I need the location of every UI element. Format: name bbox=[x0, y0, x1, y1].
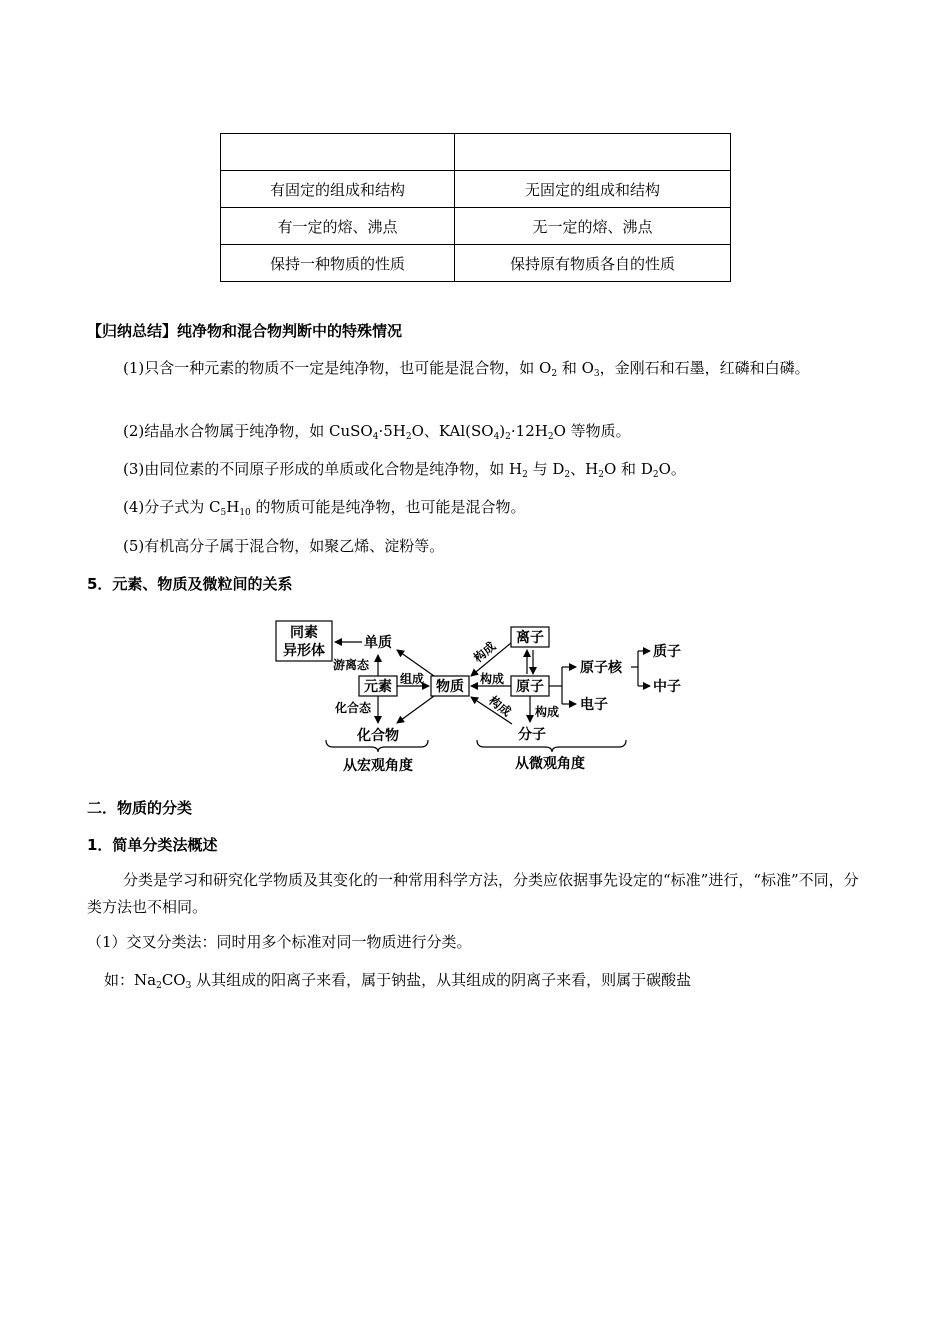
combined-state-label: 化合态 bbox=[335, 701, 372, 715]
elemental-label: 单质 bbox=[364, 635, 392, 651]
micro-brace bbox=[477, 740, 626, 752]
free-state-label: 游离态 bbox=[333, 658, 370, 672]
table-cell: 保持一种物质的性质 bbox=[221, 245, 455, 282]
table-cell: 无一定的熔、沸点 bbox=[455, 208, 731, 245]
proton-label: 质子 bbox=[653, 644, 681, 660]
allotrope-label-2: 异形体 bbox=[283, 643, 325, 659]
cross-classification-text: （1）交叉分类法：同时用多个标准对同一物质进行分类。 bbox=[87, 933, 472, 951]
compound-label: 化合物 bbox=[357, 728, 399, 744]
atom-label: 原子 bbox=[516, 679, 544, 695]
summary-item-3: (3)由同位素的不同原子形成的单质或化合物是纯净物，如 $H_2$ 与 $D_2$、$H_2O$ 和 $D_2O$。 bbox=[123, 460, 686, 480]
allotrope-label-1: 同素 bbox=[290, 625, 318, 641]
summary-item-1: (1)只含一种元素的物质不一定是纯净物，也可能是混合物，如 $O_2$ 和 $O_3$，金刚石和石墨，红磷和白磷。 bbox=[123, 359, 810, 379]
molecule-label: 分子 bbox=[518, 727, 546, 743]
summary-heading: 【归纳总结】纯净物和混合物判断中的特殊情况 bbox=[87, 322, 403, 340]
summary-item-2: (2)结晶水合物属于纯净物，如 $CuSO_4\cdot 5H_2O$、$KAl(SO_4)_2\cdot 12H_2O$ 等物质。 bbox=[123, 422, 631, 442]
element-label: 元素 bbox=[364, 679, 392, 695]
part-heading: 二．物质的分类 bbox=[87, 799, 193, 817]
substance-label: 物质 bbox=[436, 679, 464, 695]
ion-label: 离子 bbox=[516, 630, 544, 646]
summary-item-5: (5)有机高分子属于混合物，如聚乙烯、淀粉等。 bbox=[123, 537, 445, 555]
construct-atom-molecule-label: 构成 bbox=[535, 705, 560, 719]
table-cell: 有固定的组成和结构 bbox=[221, 171, 455, 208]
neutron-label: 中子 bbox=[653, 679, 681, 695]
compose-label: 组成 bbox=[400, 672, 425, 686]
summary-item-4: (4)分子式为 $C_5H_{10}$ 的物质可能是纯净物，也可能是混合物。 bbox=[123, 498, 526, 518]
construct-ion-label: 构成 bbox=[470, 639, 499, 666]
nucleus-label: 原子核 bbox=[580, 660, 622, 676]
table-cell: 保持原有物质各自的性质 bbox=[455, 245, 731, 282]
example-text: 如：$Na_2CO_3$ 从其组成的阳离子来看，属于钠盐，从其组成的阴离子来看，则属于碳酸盐 bbox=[104, 971, 692, 991]
section-heading: 5．元素、物质及微粒间的关系 bbox=[87, 575, 293, 593]
table-cell: 无固定的组成和结构 bbox=[455, 171, 731, 208]
micro-label: 从微观角度 bbox=[515, 756, 585, 772]
subsection-heading: 1．简单分类法概述 bbox=[87, 836, 218, 854]
electron-label: 电子 bbox=[580, 697, 608, 713]
table-cell: 有一定的熔、沸点 bbox=[221, 208, 455, 245]
intro-paragraph: 分类是学习和研究化学物质及其变化的一种常用科学方法，分类应依据事先设定的“标准”进行，“标准”不同，分类方法也不相同。 bbox=[87, 871, 859, 916]
construct-atom-label: 构成 bbox=[480, 672, 505, 686]
construct-molecule-label: 构成 bbox=[486, 693, 514, 720]
macro-label: 从宏观角度 bbox=[343, 758, 413, 774]
arrow-substance-to-compound bbox=[397, 696, 434, 723]
